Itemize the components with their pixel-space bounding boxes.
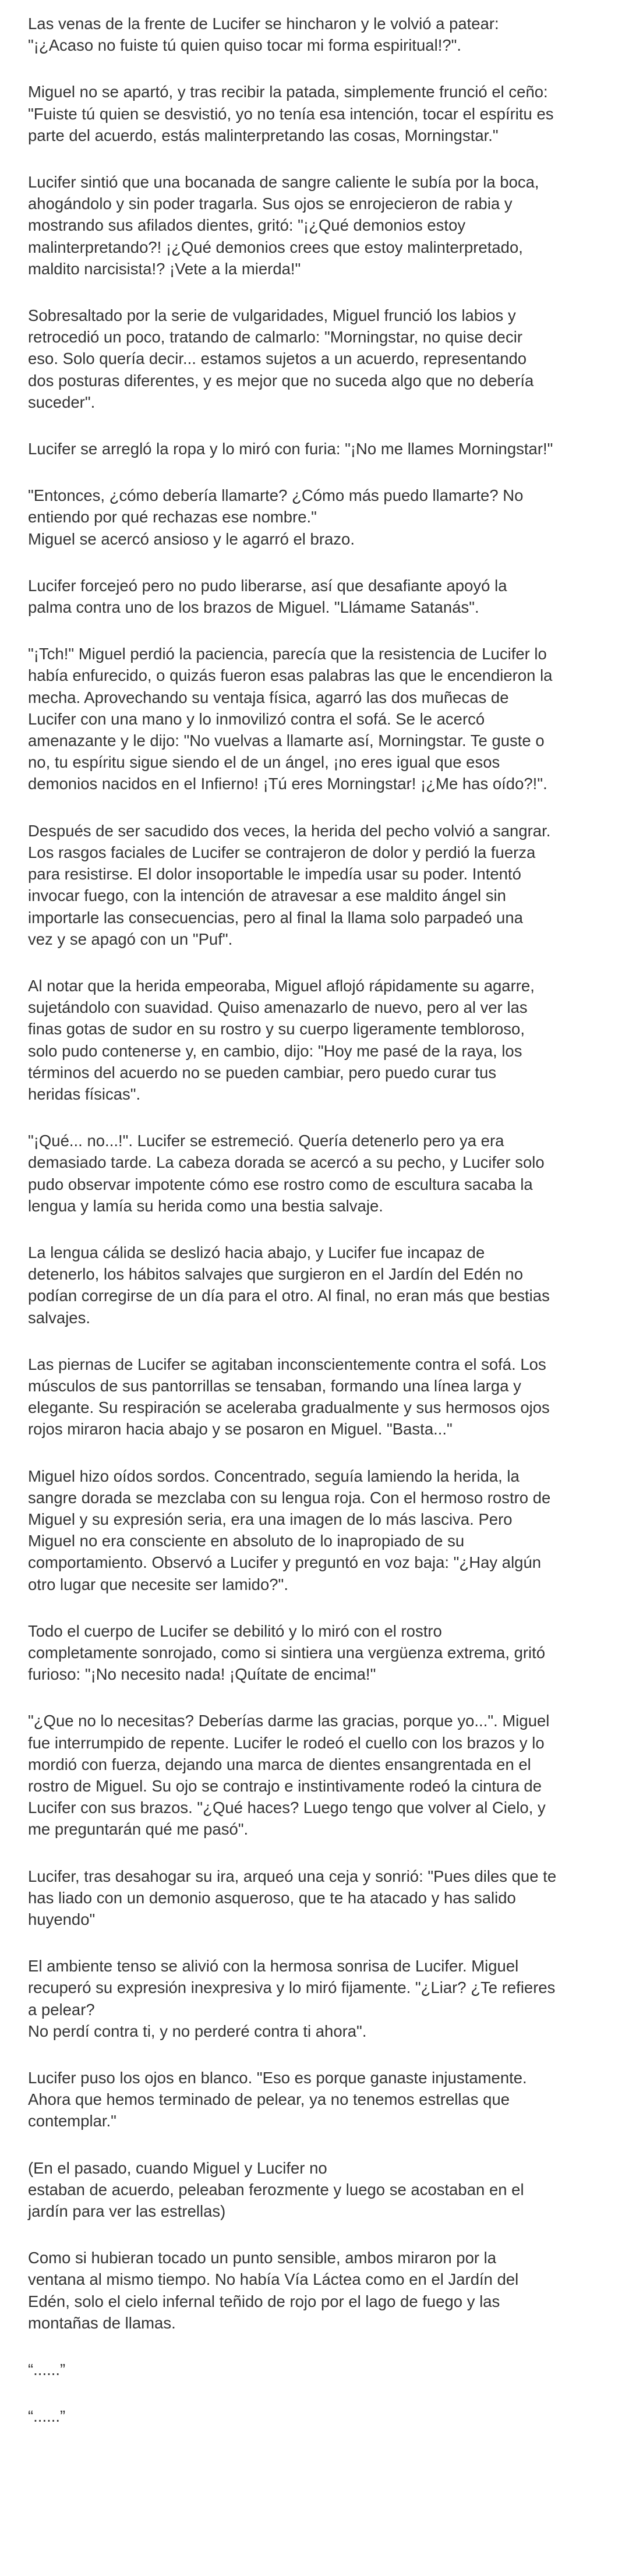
- text-line: importarle las consecuencias, pero al final la llama solo parpadeó una: [28, 908, 523, 927]
- paragraph: [28, 2359, 615, 2380]
- text-line: mordió con fuerza, dejando una marca de dientes ensangrentada en el: [28, 1755, 531, 1773]
- text-line: músculos de sus pantorrillas se tensaban, formando una línea larga y: [28, 1376, 521, 1395]
- text-line: completamente sonrojado, como si sintiera una vergüenza extrema, gritó: [28, 1643, 546, 1662]
- paragraph: [28, 1710, 615, 1840]
- text-line: Miguel hizo oídos sordos. Concentrado, seguía lamiendo la herida, la: [28, 1467, 520, 1485]
- text-line: sujetándolo con suavidad. Quiso amenazarlo de nuevo, pero al ver las: [28, 998, 528, 1017]
- text-line: entiendo por qué rechazas ese nombre.": [28, 508, 317, 526]
- text-line: salvajes.: [28, 1308, 90, 1327]
- text-line: No perdí contra ti, y no perderé contra ti ahora".: [28, 2022, 367, 2040]
- text-line: mecha. Aprovechando su ventaja física, agarró las dos muñecas de: [28, 688, 509, 706]
- paragraph: [28, 13, 615, 56]
- text-line: Sobresaltado por la serie de vulgaridades, Miguel frunció los labios y: [28, 306, 516, 325]
- text-line: fue interrumpido de repente. Lucifer le rodeó el cuello con los brazos y lo: [28, 1733, 545, 1752]
- text-line: mostrando sus afilados dientes, gritó: "¡¿Qué demonios estoy: [28, 216, 466, 235]
- text-line: no, tu espíritu sigue siendo el de un ángel, ¡no eres igual que esos: [28, 753, 500, 772]
- paragraph: [28, 305, 615, 413]
- text-line: suceder".: [28, 393, 96, 411]
- text-line: estaban de acuerdo, peleaban ferozmente y luego se acostaban en el: [28, 2180, 524, 2199]
- text-line: "¿Que no lo necesitas? Deberías darme las gracias, porque yo...". Miguel: [28, 1712, 550, 1730]
- text-line: Miguel no se apartó, y tras recibir la patada, simplemente frunció el ceño:: [28, 83, 548, 101]
- text-line: retrocedió un poco, tratando de calmarlo: "Morningstar, no quise decir: [28, 328, 522, 347]
- text-line: eso. Solo quería decir... estamos sujetos a un acuerdo, representando: [28, 349, 527, 368]
- paragraph: [28, 1465, 615, 1595]
- text-line: "Entonces, ¿cómo debería llamarte? ¿Cómo más puedo llamarte? No: [28, 486, 524, 505]
- text-line: "Fuiste tú quien se desvistió, yo no tenía esa intención, tocar el espíritu es: [28, 104, 554, 123]
- text-line: otro lugar que necesite ser lamido?".: [28, 1575, 288, 1593]
- paragraph: [28, 1620, 615, 1685]
- text-line: jardín para ver las estrellas): [28, 2202, 226, 2221]
- text-line: Miguel no era consciente en absoluto de lo inapropiado de su: [28, 1532, 465, 1550]
- text-line: “......”: [28, 2361, 66, 2379]
- text-line: Lucifer con una mano y lo inmovilizó contra el sofá. Se le acercó: [28, 709, 485, 728]
- text-line: "¡Tch!" Miguel perdió la paciencia, parecía que la resistencia de Lucifer lo: [28, 645, 547, 663]
- paragraph: [28, 1955, 615, 2042]
- text-line: ahogándolo y sin poder tragarla. Sus ojos se enrojecieron de rabia y: [28, 195, 513, 213]
- text-line: Las venas de la frente de Lucifer se hincharon y le volvió a patear:: [28, 15, 499, 33]
- text-line: malinterpretando?! ¡¿Qué demonios crees que estoy malinterpretado,: [28, 238, 523, 256]
- paragraph: [28, 2157, 615, 2222]
- paragraph: [28, 975, 615, 1105]
- text-line: montañas de llamas.: [28, 2313, 176, 2332]
- text-line: heridas físicas".: [28, 1084, 141, 1103]
- text-line: sangre dorada se mezclaba con su lengua roja. Con el hermoso rostro de: [28, 1488, 551, 1507]
- text-line: demonios nacidos en el Infierno! ¡Tú eres Morningstar! ¡¿Me has oído?!".: [28, 775, 547, 793]
- text-line: había enfurecido, o quizás fueron esas palabras las que le encendieron la: [28, 666, 553, 685]
- text-line: Lucifer forcejeó pero no pudo liberarse, así que desafiante apoyó la: [28, 576, 507, 595]
- paragraph: [28, 2067, 615, 2132]
- text-line: furioso: "¡No necesito nada! ¡Quítate de encima!": [28, 1665, 376, 1684]
- paragraph: [28, 643, 615, 794]
- text-line: vez y se apagó con un "Puf".: [28, 930, 233, 948]
- paragraph: [28, 2247, 615, 2334]
- text-line: (En el pasado, cuando Miguel y Lucifer no: [28, 2158, 327, 2177]
- text-line: Edén, solo el cielo infernal teñido de rojo por el lago de fuego y las: [28, 2292, 500, 2310]
- paragraph: [28, 2405, 615, 2427]
- text-line: Lucifer puso los ojos en blanco. "Eso es porque ganaste injustamente.: [28, 2069, 527, 2087]
- text-line: rojos miraron hacia abajo y se posaron en Miguel. "Basta...": [28, 1420, 453, 1439]
- text-line: “......”: [28, 2407, 66, 2426]
- text-line: parte del acuerdo, estás malinterpretando las cosas, Morningstar.": [28, 126, 499, 144]
- text-line: Al notar que la herida empeoraba, Miguel aflojó rápidamente su agarre,: [28, 976, 535, 995]
- text-line: contemplar.": [28, 2112, 116, 2130]
- text-line: "¡¿Acaso no fuiste tú quien quiso tocar mi forma espiritual!?".: [28, 36, 462, 55]
- text-line: Lucifer se arregló la ropa y lo miró con furia: "¡No me llames Morningstar!": [28, 440, 553, 458]
- text-line: lengua y lamía su herida como una bestia salvaje.: [28, 1196, 383, 1215]
- text-line: solo pudo contenerse y, en cambio, dijo: "Hoy me pasé de la raya, los: [28, 1041, 522, 1060]
- text-line: Los rasgos faciales de Lucifer se contrajeron de dolor y perdió la fuerza: [28, 843, 536, 861]
- text-line: palma contra uno de los brazos de Miguel. "Llámame Satanás".: [28, 598, 479, 617]
- text-line: recuperó su expresión inexpresiva y lo miró fijamente. "¿Liar? ¿Te refieres: [28, 1978, 556, 1997]
- text-line: Todo el cuerpo de Lucifer se debilitó y lo miró con el rostro: [28, 1621, 442, 1640]
- text-line: amenazante y le dijo: "No vuelvas a llamarte así, Morningstar. Te guste o: [28, 732, 545, 750]
- text-line: Las piernas de Lucifer se agitaban inconscientemente contra el sofá. Los: [28, 1355, 546, 1373]
- paragraph: [28, 575, 615, 618]
- text-line: "¡Qué... no...!". Lucifer se estremeció. Quería detenerlo pero ya era: [28, 1132, 504, 1150]
- text-line: Miguel se acercó ansioso y le agarró el brazo.: [28, 529, 355, 548]
- text-line: Miguel y su expresión seria, era una imagen de lo más lasciva. Pero: [28, 1510, 513, 1528]
- text-line: detenerlo, los hábitos salvajes que surgieron en el Jardín del Edén no: [28, 1265, 524, 1284]
- text-line: pudo observar impotente cómo ese rostro como de escultura sacaba la: [28, 1175, 533, 1193]
- text-line: comportamiento. Observó a Lucifer y preguntó en voz baja: "¿Hay algún: [28, 1553, 542, 1572]
- text-line: maldito narcisista!? ¡Vete a la mierda!": [28, 259, 301, 278]
- paragraph: [28, 820, 615, 950]
- paragraph: [28, 1130, 615, 1217]
- text-line: huyendo": [28, 1910, 96, 1929]
- text-line: dos posturas diferentes, y es mejor que no suceda algo que no debería: [28, 371, 534, 390]
- text-line: Después de ser sacudido dos veces, la herida del pecho volvió a sangrar.: [28, 821, 551, 840]
- text-line: Ahora que hemos terminado de pelear, ya no tenemos estrellas que: [28, 2090, 510, 2109]
- text-line: me preguntarán qué me pasó".: [28, 1820, 249, 1839]
- text-line: Lucifer, tras desahogar su ira, arqueó una ceja y sonrió: "Pues diles que te: [28, 1867, 557, 1885]
- text-line: elegante. Su respiración se aceleraba gradualmente y sus hermosos ojos: [28, 1398, 550, 1417]
- text-line: Como si hubieran tocado un punto sensible, ambos miraron por la: [28, 2249, 497, 2267]
- text-line: invocar fuego, con la intención de atravesar a ese maldito ángel sin: [28, 886, 506, 905]
- paragraph: [28, 438, 615, 460]
- paragraph: [28, 1354, 615, 1440]
- text-line: La lengua cálida se deslizó hacia abajo, y Lucifer fue incapaz de: [28, 1243, 485, 1262]
- paragraph: [28, 485, 615, 550]
- text-line: rostro de Miguel. Su ojo se contrajo e instintivamente rodeó la cintura de: [28, 1777, 542, 1795]
- text-line: Lucifer sintió que una bocanada de sangre caliente le subía por la boca,: [28, 173, 539, 192]
- text-line: ventana al mismo tiempo. No había Vía Láctea como en el Jardín del: [28, 2270, 519, 2289]
- text-line: has liado con un demonio asqueroso, que te ha atacado y has salido: [28, 1888, 516, 1907]
- text-line: demasiado tarde. La cabeza dorada se acercó a su pecho, y Lucifer solo: [28, 1153, 545, 1172]
- paragraph: [28, 1865, 615, 1931]
- paragraph: [28, 171, 615, 280]
- text-line: para resistirse. El dolor insoportable le impedía usar su poder. Intentó: [28, 865, 521, 884]
- text-line: a pelear?: [28, 2000, 95, 2019]
- text-line: finas gotas de sudor en su rostro y su cuerpo ligeramente tembloroso,: [28, 1020, 525, 1038]
- text-line: términos del acuerdo no se pueden cambiar, pero puedo curar tus: [28, 1063, 497, 1082]
- text-line: podían corregirse de un día para el otro. Al final, no eran más que bestias: [28, 1287, 550, 1305]
- text-line: El ambiente tenso se alivió con la hermosa sonrisa de Lucifer. Miguel: [28, 1957, 519, 1976]
- paragraph: [28, 1242, 615, 1328]
- paragraph: [28, 81, 615, 146]
- text-line: Lucifer con sus brazos. "¿Qué haces? Luego tengo que volver al Cielo, y: [28, 1798, 546, 1817]
